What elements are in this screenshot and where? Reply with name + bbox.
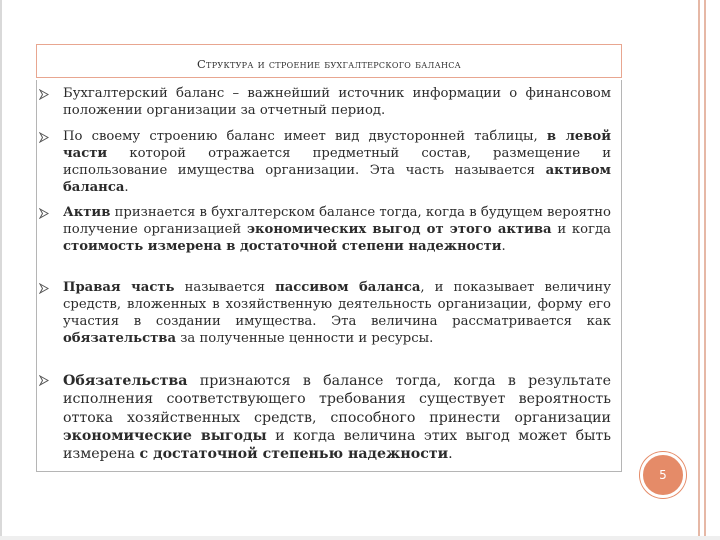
bullet-emphasis: с достаточной степенью надежности <box>139 446 449 463</box>
bullet-text: признаются в балансе тогда, когда в результате исполнения соответствующего требования существует вероятность оттока хозяйственных средств, способного принести организации <box>63 373 611 426</box>
bullet-text: признается в бухгалтерском балансе тогда, когда в будущем вероятно получение организацией <box>63 205 611 237</box>
slide-frame-bottom <box>0 536 720 540</box>
bullet-text: и когда величина этих выгод может быть измерена <box>63 427 611 463</box>
bullet-text: называется <box>174 280 276 295</box>
list-item <box>63 129 611 197</box>
page-number-badge <box>640 452 686 498</box>
list-item <box>63 86 611 120</box>
bullet-text: которой отражается предметный состав, размещение и использование имущества организации. Эта часть называется <box>63 145 611 178</box>
bullet-text: , и показывает величину средств, вложенных в хозяйственную деятельность организации, форму его участия в создании имущества. Эта величина рассматривается как <box>63 280 611 329</box>
arrow-bullet-icon <box>39 132 49 143</box>
bullet-emphasis: в левой части <box>63 129 612 161</box>
content-box <box>36 80 622 472</box>
bullet-emphasis: пассивом баланса <box>275 280 421 295</box>
bullet-emphasis: Актив <box>63 205 111 220</box>
bullet-emphasis: стоимость измерена в достаточной степени надежности <box>63 238 502 254</box>
bullet-text: . <box>501 238 506 254</box>
arrow-bullet-icon <box>39 375 49 386</box>
arrow-bullet-icon <box>39 208 49 219</box>
page-title: Структура и строение бухгалтерского баланса <box>196 57 462 71</box>
page-number: 5 <box>659 468 667 482</box>
title-box <box>36 44 622 78</box>
bullet-text: Бухгалтерский баланс – важнейший источник информации о финансовом положении организации за отчетный период. <box>63 86 611 118</box>
list-item <box>63 372 611 463</box>
bullet-text: . <box>124 179 129 195</box>
bullet-emphasis: обязательства <box>63 330 177 346</box>
bullet-text: и когда <box>551 221 611 237</box>
slide-frame-right-line <box>704 0 706 540</box>
bullet-emphasis: Правая часть <box>63 280 175 295</box>
bullet-text: . <box>448 446 453 463</box>
bullet-text: По своему строению баланс имеет вид двусторонней таблицы, <box>63 129 547 144</box>
bullet-emphasis: экономические выгоды <box>63 427 267 444</box>
slide-frame-right-line <box>698 0 700 540</box>
bullet-emphasis: Обязательства <box>63 373 188 389</box>
slide-frame-left <box>0 0 2 540</box>
bullet-emphasis: экономических выгод от этого актива <box>246 221 552 237</box>
arrow-bullet-icon <box>39 283 49 294</box>
list-item <box>63 205 611 256</box>
arrow-bullet-icon <box>39 89 49 100</box>
bullet-emphasis: активом баланса <box>63 162 611 195</box>
bullet-text: за полученные ценности и ресурсы. <box>176 330 434 346</box>
list-item <box>63 280 611 348</box>
